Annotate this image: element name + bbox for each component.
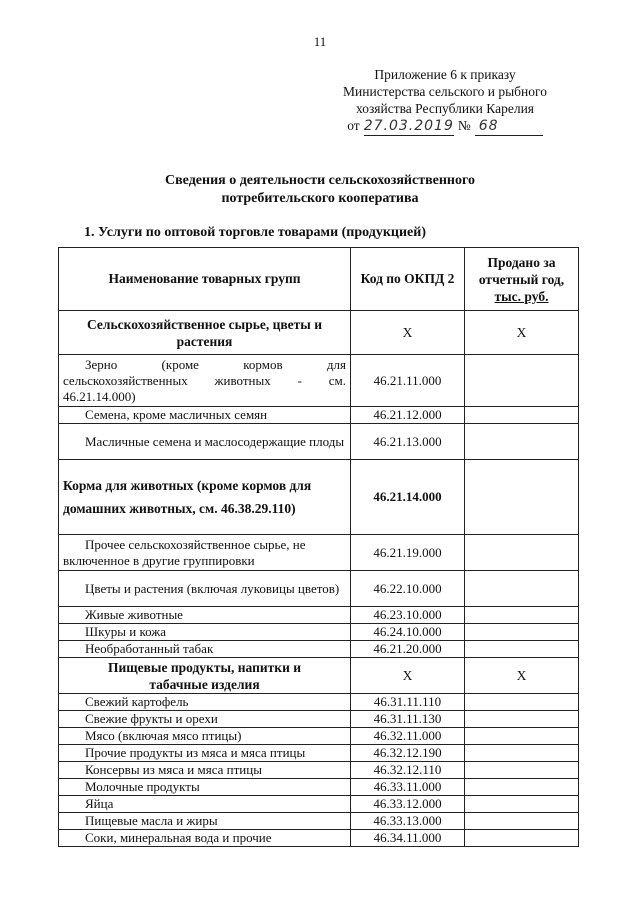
table-row	[59, 641, 579, 658]
row-sold-cell[interactable]	[465, 460, 579, 535]
header-sold-line-3: тыс. руб.	[494, 288, 549, 304]
row-name: Яйца	[59, 796, 351, 813]
row-code: 46.33.12.000	[351, 796, 465, 813]
category-code: Х	[351, 658, 465, 694]
row-code: 46.21.13.000	[351, 424, 465, 460]
row-code: 46.34.11.000	[351, 830, 465, 847]
table-row	[59, 535, 579, 571]
table-row	[59, 830, 579, 847]
table-row	[59, 779, 579, 796]
table-row	[59, 424, 579, 460]
row-code: 46.32.11.000	[351, 728, 465, 745]
handwritten-number: 68	[475, 118, 543, 136]
row-sold-cell[interactable]	[465, 762, 579, 779]
table-row	[59, 762, 579, 779]
row-sold-cell[interactable]	[465, 355, 579, 407]
row-name: Консервы из мяса и мяса птицы	[59, 762, 351, 779]
row-name: Цветы и растения (включая луковицы цветов)	[59, 571, 351, 607]
row-name: Прочее сельскохозяйственное сырье, не включенное в другие группировки	[59, 535, 351, 571]
document-title-line-2: потребительского кооператива	[221, 191, 419, 206]
row-code: 46.21.20.000	[351, 641, 465, 658]
category-name	[59, 658, 351, 694]
section-heading: 1. Услуги по оптовой торговле товарами (продукцией)	[84, 225, 426, 240]
table-row	[59, 571, 579, 607]
header-sold-line-2: отчетный год,	[478, 271, 565, 287]
page-number: 11	[313, 34, 327, 49]
annex-date-line	[310, 117, 580, 136]
table-row	[59, 728, 579, 745]
category-name	[59, 311, 351, 355]
number-prefix: №	[457, 118, 471, 133]
row-code: 46.21.11.000	[351, 355, 465, 407]
row-name: Свежие фрукты и орехи	[59, 711, 351, 728]
row-code: 46.21.19.000	[351, 535, 465, 571]
row-name: Свежий картофель	[59, 694, 351, 711]
annex-line-3: хозяйства Республики Карелия	[355, 101, 535, 116]
row-code: 46.32.12.110	[351, 762, 465, 779]
row-name: Соки, минеральная вода и прочие	[59, 830, 351, 847]
category-row	[59, 658, 579, 694]
annex-line-1: Приложение 6 к приказу	[374, 67, 516, 82]
row-code: 46.22.10.000	[351, 571, 465, 607]
table-row	[59, 694, 579, 711]
category-code: Х	[351, 311, 465, 355]
table-header-row	[59, 248, 579, 311]
row-sold-cell[interactable]	[465, 607, 579, 624]
annex-line-2: Министерства сельского и рыбного	[343, 84, 547, 99]
handwritten-date: 27.03.2019	[363, 118, 454, 134]
date-prefix: от	[347, 118, 360, 133]
row-code: 46.33.11.000	[351, 779, 465, 796]
category-row	[59, 311, 579, 355]
table-row	[59, 796, 579, 813]
row-code: 46.21.14.000	[351, 460, 465, 535]
table-row	[59, 711, 579, 728]
row-sold-cell[interactable]	[465, 711, 579, 728]
row-name: Семена, кроме масличных семян	[59, 407, 351, 424]
category-sold: Х	[465, 311, 579, 355]
row-sold-cell[interactable]	[465, 407, 579, 424]
table-row	[59, 745, 579, 762]
row-sold-cell[interactable]	[465, 830, 579, 847]
row-name: Необработанный табак	[59, 641, 351, 658]
category-name-line-1: Пищевые продукты, напитки и	[107, 659, 302, 675]
row-name: Масличные семена и маслосодержащие плоды	[59, 424, 351, 460]
row-sold-cell[interactable]	[465, 779, 579, 796]
row-name: Живые животные	[59, 607, 351, 624]
table-row	[59, 607, 579, 624]
row-sold-cell[interactable]	[465, 571, 579, 607]
table-row	[59, 407, 579, 424]
row-name: Шкуры и кожа	[59, 624, 351, 641]
row-sold-cell[interactable]	[465, 641, 579, 658]
category-sold: Х	[465, 658, 579, 694]
row-code: 46.31.11.130	[351, 711, 465, 728]
category-name-line-1: Сельскохозяйственное сырье, цветы и	[86, 316, 322, 332]
row-sold-cell[interactable]	[465, 424, 579, 460]
category-name-line-2: табачные изделия	[149, 676, 260, 692]
row-name: Мясо (включая мясо птицы)	[59, 728, 351, 745]
row-sold-cell[interactable]	[465, 813, 579, 830]
row-code: 46.21.12.000	[351, 407, 465, 424]
header-sold-line-1: Продано за	[487, 254, 556, 270]
document-title	[0, 172, 640, 208]
table-row	[59, 813, 579, 830]
row-code: 46.32.12.190	[351, 745, 465, 762]
row-name: Прочие продукты из мяса и мяса птицы	[59, 745, 351, 762]
row-sold-cell[interactable]	[465, 624, 579, 641]
header-sold	[465, 248, 579, 311]
row-sold-cell[interactable]	[465, 745, 579, 762]
table-row	[59, 355, 579, 407]
annex-block	[310, 66, 580, 136]
row-sold-cell[interactable]	[465, 694, 579, 711]
row-sold-cell[interactable]	[465, 796, 579, 813]
row-sold-cell[interactable]	[465, 535, 579, 571]
wholesale-table	[58, 247, 579, 847]
row-code: 46.24.10.000	[351, 624, 465, 641]
header-code: Код по ОКПД 2	[351, 248, 465, 311]
document-title-line-1: Сведения о деятельности сельскохозяйственного	[165, 173, 475, 188]
category-name-line-2: растения	[176, 333, 233, 349]
table-row	[59, 460, 579, 535]
row-sold-cell[interactable]	[465, 728, 579, 745]
row-code: 46.33.13.000	[351, 813, 465, 830]
row-name: Зерно (кроме кормов для сельскохозяйственных животных - см. 46.21.14.000)	[59, 355, 351, 407]
row-code: 46.31.11.110	[351, 694, 465, 711]
row-name: Корма для животных (кроме кормов для домашних животных, см. 46.38.29.110)	[59, 460, 351, 535]
row-code: 46.23.10.000	[351, 607, 465, 624]
table-row	[59, 624, 579, 641]
row-name: Пищевые масла и жиры	[59, 813, 351, 830]
header-name: Наименование товарных групп	[59, 248, 351, 311]
row-name: Молочные продукты	[59, 779, 351, 796]
